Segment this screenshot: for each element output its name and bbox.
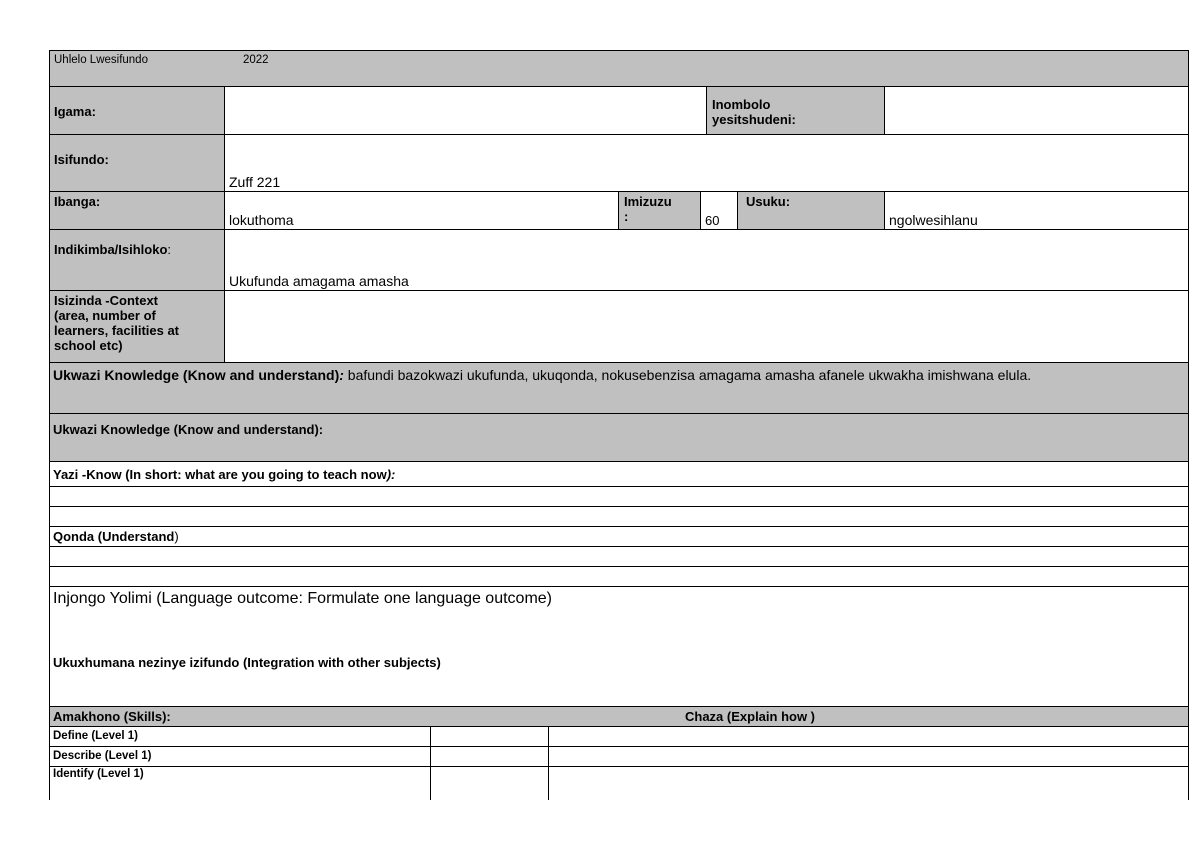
ibanga-label-cell — [50, 192, 224, 229]
imizuzu-label: Imizuzu — [624, 194, 672, 209]
skill-explain-cell[interactable] — [548, 727, 1188, 746]
lesson-plan-form — [49, 50, 1189, 800]
isifundo-label-cell — [50, 135, 224, 191]
qonda-blank-row-1[interactable] — [49, 546, 1189, 566]
header-row — [49, 50, 1189, 86]
skill-level-cell[interactable] — [430, 747, 548, 766]
imizuzu-field[interactable] — [700, 192, 737, 229]
igama-label: Igama: — [54, 104, 96, 119]
yazi-blank-row-2[interactable] — [49, 506, 1189, 526]
yazi-label: Yazi -Know (In short: what are you going to teach now — [53, 467, 387, 482]
isizinda-label-line3: learners, facilities at — [54, 323, 180, 338]
imizuzu-value: 60 — [705, 213, 720, 228]
knowledge-row-2 — [49, 413, 1189, 461]
ibanga-field[interactable] — [224, 192, 618, 229]
skill-row — [49, 746, 1189, 766]
skill-explain-cell[interactable] — [548, 767, 1188, 800]
knowledge-label-2: Ukwazi Knowledge (Know and understand): — [53, 422, 324, 437]
skill-row — [49, 766, 1189, 800]
skills-header-explain: Chaza (Explain how ) — [685, 709, 816, 724]
student-number-label-line2: yesitshudeni: — [712, 112, 796, 127]
integration-label: Ukuxhumana nezinye izifundo (Integration with other subjects) — [53, 655, 441, 670]
knowledge-text: bafundi bazokwazi ukufunda, ukuqonda, nokusebenzisa amagama amasha afanele ukwakha imishwana elula. — [343, 367, 1032, 383]
isizinda-field[interactable] — [224, 291, 1188, 362]
skills-header-row — [49, 706, 1189, 726]
isifundo-row — [49, 134, 1189, 191]
qonda-label: Qonda (Understand — [53, 529, 175, 544]
knowledge-colon: : — [339, 367, 344, 383]
indikimba-colon: : — [167, 242, 172, 257]
isizinda-label-cell — [50, 291, 224, 362]
qonda-row — [49, 526, 1189, 546]
usuku-label-cell — [737, 192, 884, 229]
indikimba-row — [49, 229, 1189, 290]
knowledge-row-1 — [49, 362, 1189, 413]
igama-field[interactable] — [224, 87, 706, 134]
ibanga-label: Ibanga: — [54, 194, 101, 209]
igama-label-cell — [50, 87, 224, 134]
isizinda-row — [49, 290, 1189, 362]
imizuzu-label-cell — [618, 192, 700, 229]
ibanga-value: lokuthoma — [229, 212, 294, 228]
form-title: Uhlelo Lwesifundo — [54, 54, 148, 66]
indikimba-label-cell — [50, 230, 224, 290]
yazi-end: ): — [386, 467, 396, 482]
isifundo-field[interactable] — [224, 135, 1188, 191]
isizinda-label-line1: Isizinda -Context — [54, 293, 159, 308]
usuku-field[interactable] — [884, 192, 1188, 229]
injongo-block[interactable] — [49, 586, 1189, 706]
student-number-label-cell — [706, 87, 884, 134]
skill-level-cell[interactable] — [430, 767, 548, 800]
indikimba-label: Indikimba/Isihloko — [54, 242, 168, 257]
isifundo-label: Isifundo: — [54, 152, 109, 167]
skills-header-label: Amakhono (Skills): — [53, 709, 171, 724]
usuku-value: ngolwesihlanu — [889, 212, 978, 228]
isifundo-value: Zuff 221 — [229, 174, 281, 190]
skill-label: Define (Level 1) — [53, 730, 138, 742]
form-year: 2022 — [243, 54, 269, 66]
indikimba-field[interactable] — [224, 230, 1188, 290]
student-number-label-line1: Inombolo — [712, 97, 771, 112]
skill-label: Describe (Level 1) — [53, 750, 152, 762]
indikimba-value: Ukufunda amagama amasha — [229, 273, 409, 289]
student-number-field[interactable] — [884, 87, 1188, 134]
skill-row — [49, 726, 1189, 746]
skill-level-cell[interactable] — [430, 727, 548, 746]
isizinda-label-line4: school etc) — [54, 338, 123, 353]
qonda-blank-row-2[interactable] — [49, 566, 1189, 586]
isizinda-label-line2: (area, number of — [54, 308, 156, 323]
skill-explain-cell[interactable] — [548, 747, 1188, 766]
qonda-end: ) — [174, 529, 179, 544]
skill-label: Identify (Level 1) — [53, 768, 144, 780]
igama-row — [49, 86, 1189, 134]
yazi-blank-row-1[interactable] — [49, 486, 1189, 506]
injongo-label: Injongo Yolimi (Language outcome: Formulate one language outcome) — [53, 590, 552, 607]
yazi-row — [49, 461, 1189, 486]
ibanga-row — [49, 191, 1189, 229]
knowledge-label: Ukwazi Knowledge (Know and understand) — [53, 367, 340, 383]
imizuzu-colon: : — [624, 209, 629, 224]
usuku-label: Usuku: — [746, 194, 791, 209]
